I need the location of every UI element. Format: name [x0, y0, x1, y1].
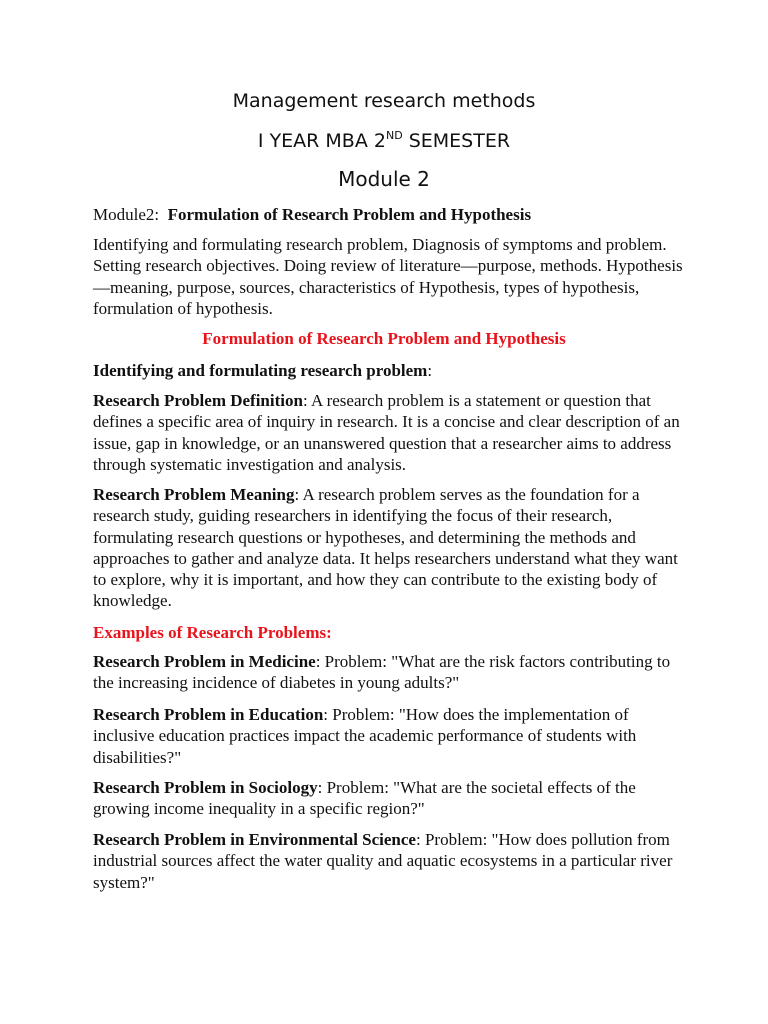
example-text: : Problem: "How does the implementation of inclusive education practices impact the academic performance of students with disabilities?"	[93, 705, 637, 767]
module-heading	[0, 167, 768, 191]
example-term: Research Problem in Education	[93, 705, 324, 724]
definition-text: : A research problem is a statement or question that defines a specific area of inquiry in research. It is a concise and clear description of an issue, gap in knowledge, or an unanswered question that a researcher aims to address through systematic investigation and analysis.	[93, 391, 680, 474]
meaning-paragraph	[93, 484, 683, 612]
example-environmental-science	[93, 829, 683, 893]
subheading-suffix: :	[427, 361, 433, 380]
module-line	[93, 204, 683, 225]
module-line-title: Formulation of Research Problem and Hypothesis	[167, 205, 532, 224]
example-text: : Problem: "What are the societal effects of the growing income inequality in a specific region?"	[93, 778, 636, 819]
section-heading	[0, 328, 768, 349]
module-heading-text: Module 2	[338, 167, 430, 191]
example-text: : Problem: "How does pollution from industrial sources affect the water quality and aquatic ecosystems in a particular river system?"	[93, 830, 673, 892]
ordinal-suffix: ND	[385, 129, 403, 142]
example-medicine	[93, 651, 683, 694]
example-term: Research Problem in Sociology	[93, 778, 318, 797]
example-education	[93, 704, 683, 768]
example-text: : Problem: "What are the risk factors contributing to the increasing incidence of diabetes in young adults?"	[93, 652, 671, 693]
year-line-suffix: SEMESTER	[402, 130, 511, 152]
meaning-term: Research Problem Meaning	[93, 485, 295, 504]
document-title-text: Management research methods	[232, 90, 536, 112]
syllabus-paragraph	[93, 234, 683, 319]
example-term: Research Problem in Medicine	[93, 652, 316, 671]
year-semester-line	[0, 129, 768, 153]
example-term: Research Problem in Environmental Science	[93, 830, 416, 849]
section-heading-text: Formulation of Research Problem and Hypothesis	[202, 329, 566, 348]
subheading	[93, 360, 683, 381]
syllabus-text: Identifying and formulating research problem, Diagnosis of symptoms and problem. Setting research objectives. Doing review of literature—purpose, methods. Hypothesis—meaning, purpose, sources, characteristics of Hypothesis, types of hypothesis, formulation of hypothesis.	[93, 235, 683, 318]
definition-paragraph	[93, 390, 683, 475]
module-line-prefix: Module2:	[93, 205, 168, 224]
example-sociology	[93, 777, 683, 820]
meaning-text: : A research problem serves as the foundation for a research study, guiding researchers in identifying the focus of their research, formulating research questions or hypotheses, and determining the methods and approaches to gather and analyze data. It helps researchers understand what they want to explore, why it is important, and how they can contribute to the existing body of knowledge.	[93, 485, 678, 611]
year-line-prefix: I YEAR MBA 2	[257, 130, 386, 152]
examples-heading	[93, 622, 683, 643]
subheading-text: Identifying and formulating research problem	[93, 361, 428, 380]
document-title	[0, 89, 768, 113]
definition-term: Research Problem Definition	[93, 391, 303, 410]
examples-heading-text: Examples of Research Problems:	[93, 623, 332, 642]
